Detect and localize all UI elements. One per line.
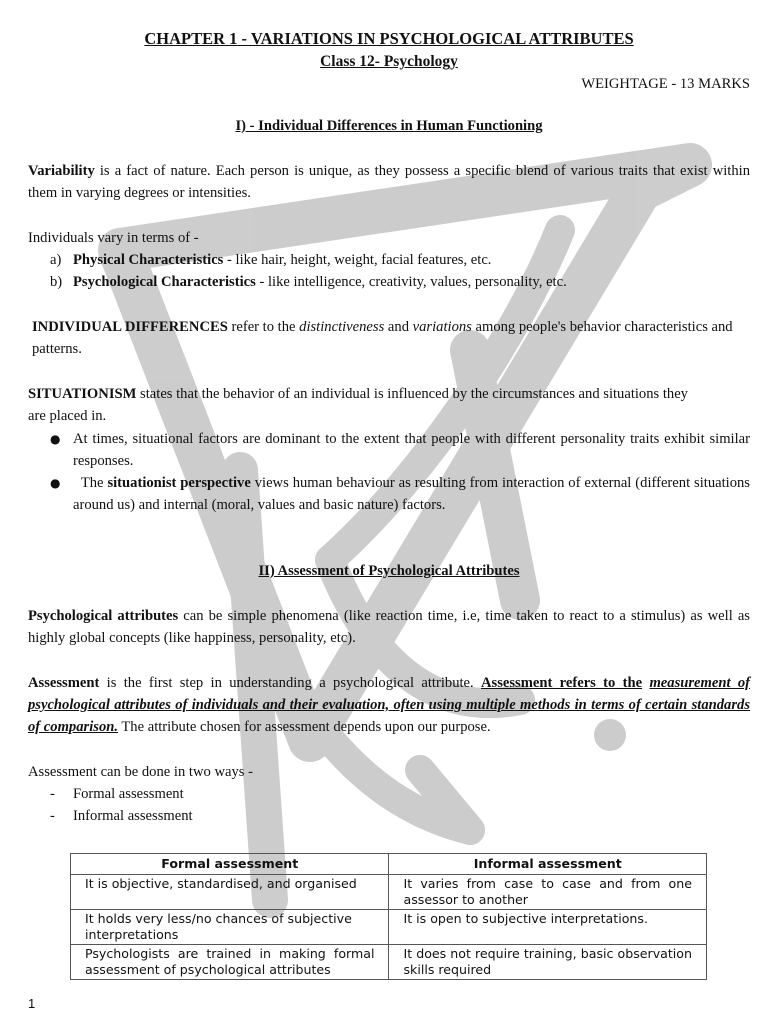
bullet-text: At times, situational factors are dominant to the extent that people with different personality traits exhibit similar responses. xyxy=(73,431,750,469)
weightage-label: WEIGHTAGE - 13 MARKS xyxy=(581,76,750,92)
id-italic: variations xyxy=(412,319,472,335)
list-item xyxy=(28,472,750,516)
id-text: refer to the xyxy=(227,319,300,335)
table-row xyxy=(71,875,707,910)
situationism-text: states that the behavior of an individual is influenced by the circumstances and situations they are placed in. xyxy=(28,386,688,424)
situationism-paragraph xyxy=(28,383,688,427)
list-item xyxy=(28,783,750,805)
section1-heading: I) - Individual Differences in Human Functioning xyxy=(235,118,543,134)
list-text: - like hair, height, weight, facial features, etc. xyxy=(223,252,492,268)
page-number: 1 xyxy=(28,996,36,1011)
table-cell: It varies from case to case and from one assessor to another xyxy=(389,875,707,910)
table-cell: It holds very less/no chances of subjective interpretations xyxy=(71,910,389,945)
psychological-attributes-paragraph xyxy=(28,605,750,649)
list-marker: b) xyxy=(50,274,63,290)
bullet-text: views human behaviour as resulting from interaction of external (different situations around us) and internal (moral, values and basic nature) factors. xyxy=(73,475,750,513)
variability-paragraph xyxy=(28,160,750,204)
list-term: Psychological Characteristics xyxy=(73,274,256,290)
table-cell: It is open to subjective interpretations. xyxy=(389,910,707,945)
vary-intro: Individuals vary in terms of - xyxy=(28,230,199,246)
assessment-text: is the first step in understanding a psychological attribute. xyxy=(99,675,481,691)
variability-text: is a fact of nature. Each person is unique, as they possess a specific blend of various traits that exist within them in varying degrees or intensities. xyxy=(28,163,750,201)
table-row xyxy=(71,945,707,980)
assessment-definition-bold: Assessment refers to the xyxy=(481,675,643,691)
situationism-term: SITUATIONISM xyxy=(28,386,137,402)
list-item xyxy=(28,805,750,827)
table-row xyxy=(71,910,707,945)
list-item xyxy=(28,249,750,271)
dash-marker: - xyxy=(50,786,55,802)
list-item xyxy=(28,428,750,472)
way-label: Informal assessment xyxy=(73,808,193,824)
table-cell: It does not require training, basic observation skills required xyxy=(389,945,707,980)
individual-differences-paragraph xyxy=(28,316,750,360)
column-header: Formal assessment xyxy=(71,854,389,875)
assessment-term: Assessment xyxy=(28,675,100,691)
ways-list xyxy=(28,783,750,827)
section2-heading: II) Assessment of Psychological Attributes xyxy=(258,563,520,579)
id-term: INDIVIDUAL DIFFERENCES xyxy=(32,319,228,335)
assessment-comparison-table xyxy=(70,853,707,980)
chapter-title: CHAPTER 1 - VARIATIONS IN PSYCHOLOGICAL ATTRIBUTES xyxy=(144,29,634,48)
column-header: Informal assessment xyxy=(389,854,707,875)
table-cell: Psychologists are trained in making formal assessment of psychological attributes xyxy=(71,945,389,980)
way-label: Formal assessment xyxy=(73,786,184,802)
bullet-icon: ● xyxy=(50,432,61,446)
pa-term: Psychological attributes xyxy=(28,608,179,624)
list-marker: a) xyxy=(50,252,62,268)
assessment-paragraph xyxy=(28,672,750,738)
situationism-bullets xyxy=(28,428,750,516)
ways-intro: Assessment can be done in two ways - xyxy=(28,764,253,780)
class-title: Class 12- Psychology xyxy=(320,53,458,70)
bullet-icon: ● xyxy=(50,476,61,490)
assessment-definition-italic: measurement of psychological attributes of individuals and their evaluation, often using multiple methods in terms of certain standards of comparison. xyxy=(28,675,750,735)
id-text: among people's behavior characteristics and patterns. xyxy=(32,319,733,357)
list-item xyxy=(28,271,750,293)
pa-text: can be simple phenomena (like reaction time, i.e, time taken to react to a stimulus) as well as highly global concepts (like happiness, personality, etc). xyxy=(28,608,750,646)
table-header-row xyxy=(71,854,707,875)
id-text: and xyxy=(384,319,413,335)
dash-marker: - xyxy=(50,808,55,824)
table-cell: It is objective, standardised, and organised xyxy=(71,875,389,910)
bullet-text: The xyxy=(80,475,108,491)
list-text: - like intelligence, creativity, values, personality, etc. xyxy=(255,274,567,290)
variability-term: Variability xyxy=(28,163,95,179)
list-term: Physical Characteristics xyxy=(73,252,224,268)
assessment-tail: The attribute chosen for assessment depends upon our purpose. xyxy=(118,719,491,735)
vary-list xyxy=(28,249,750,293)
id-italic: distinctiveness xyxy=(299,319,385,335)
bullet-term: situationist perspective xyxy=(107,475,251,491)
